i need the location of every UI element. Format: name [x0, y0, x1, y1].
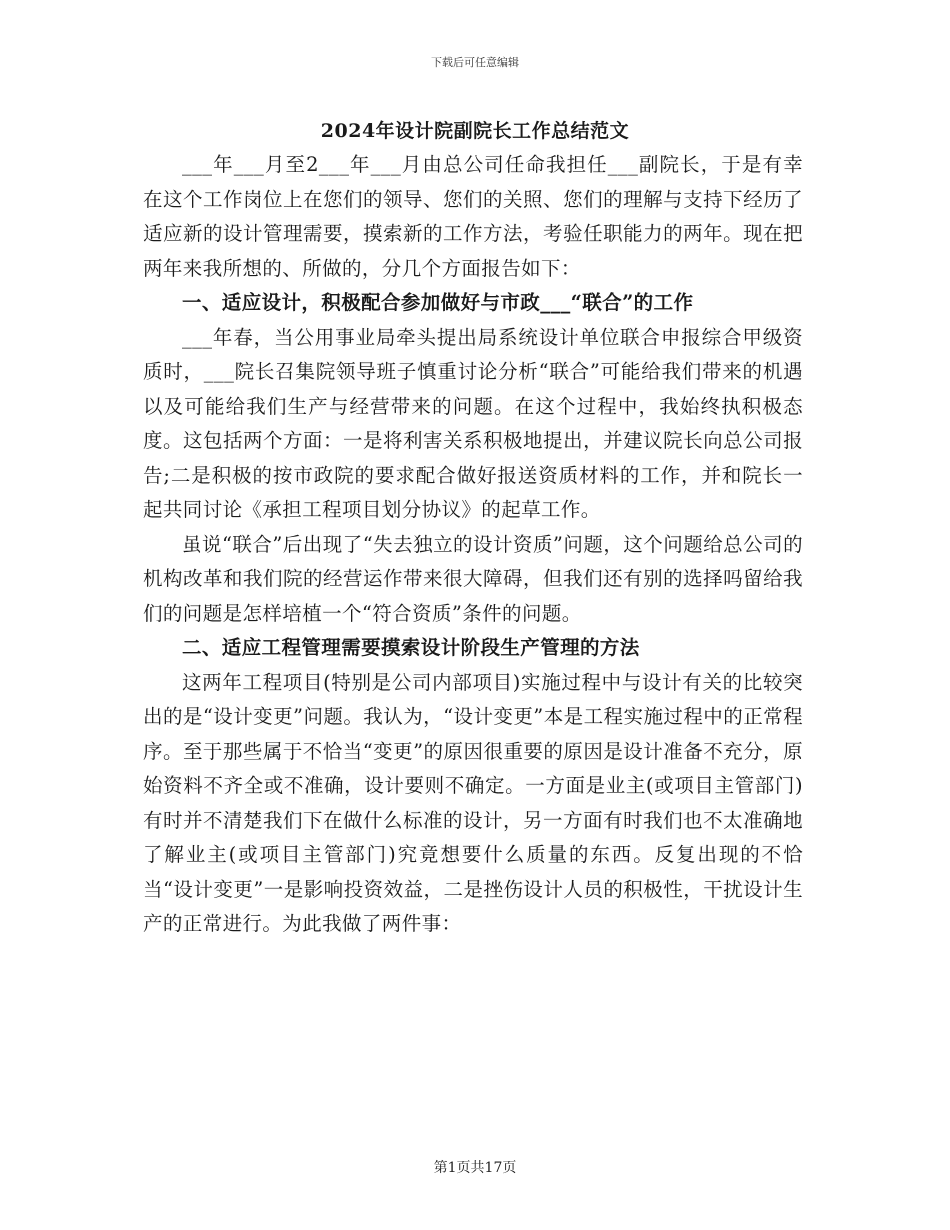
intro-paragraph: ___年___月至2___年___月由总公司任命我担任___副院长，于是有幸在这个工作岗位上在您们的领导、您们的关照、您们的理解与支持下经历了适应新的设计管理需要，摸索新的工作方法，考验任职能力的两年。现在把两年来我所想的、所做的，分几个方面报告如下： [143, 153, 803, 280]
document-body [143, 148, 803, 942]
page-header-note: 下载后可任意编辑 [431, 56, 519, 69]
section-1-paragraph-1: ___年春，当公用事业局牵头提出局系统设计单位联合申报综合甲级资质时，___院长召集院领导班子慎重讨论分析“联合”可能给我们带来的机遇以及可能给我们生产与经营带来的问题。在这个过程中，我始终执积极态度。这包括两个方面：一是将利害关系积极地提出，并建议院长向总公司报告;二是积极的按市政院的要求配合做好报送资质材料的工作，并和院长一起共同讨论《承担工程项目划分协议》的起草工作。 [143, 325, 803, 521]
document-title: 2024年设计院副院长工作总结范文 [320, 120, 630, 142]
section-heading-2: 二、适应工程管理需要摸索设计阶段生产管理的方法 [182, 636, 640, 659]
section-heading-1: 一、适应设计，积极配合参加做好与市政___“联合”的工作 [182, 291, 694, 314]
section-1-paragraph-2: 虽说“联合”后出现了“失去独立的设计资质”问题，这个问题给总公司的机构改革和我们院的经营运作带来很大障碍，但我们还有别的选择吗留给我们的问题是怎样培植一个“符合资质”条件的问题。 [143, 532, 803, 625]
section-2-paragraph-1: 这两年工程项目(特别是公司内部项目)实施过程中与设计有关的比较突出的是“设计变更”问题。我认为，“设计变更”本是工程实施过程中的正常程序。至于那些属于不恰当“变更”的原因很重要的原因是设计准备不充分，原始资料不齐全或不准确，设计要则不确定。一方面是业主(或项目主管部门)有时并不清楚我们下在做什么标准的设计，另一方面有时我们也不太准确地了解业主(或项目主管部门)究竟想要什么质量的东西。反复出现的不恰当“设计变更”一是影响投资效益，二是挫伤设计人员的积极性，干扰设计生产的正常进行。为此我做了两件事： [143, 670, 803, 935]
page-number-footer: 第1页共17页 [433, 1160, 517, 1176]
